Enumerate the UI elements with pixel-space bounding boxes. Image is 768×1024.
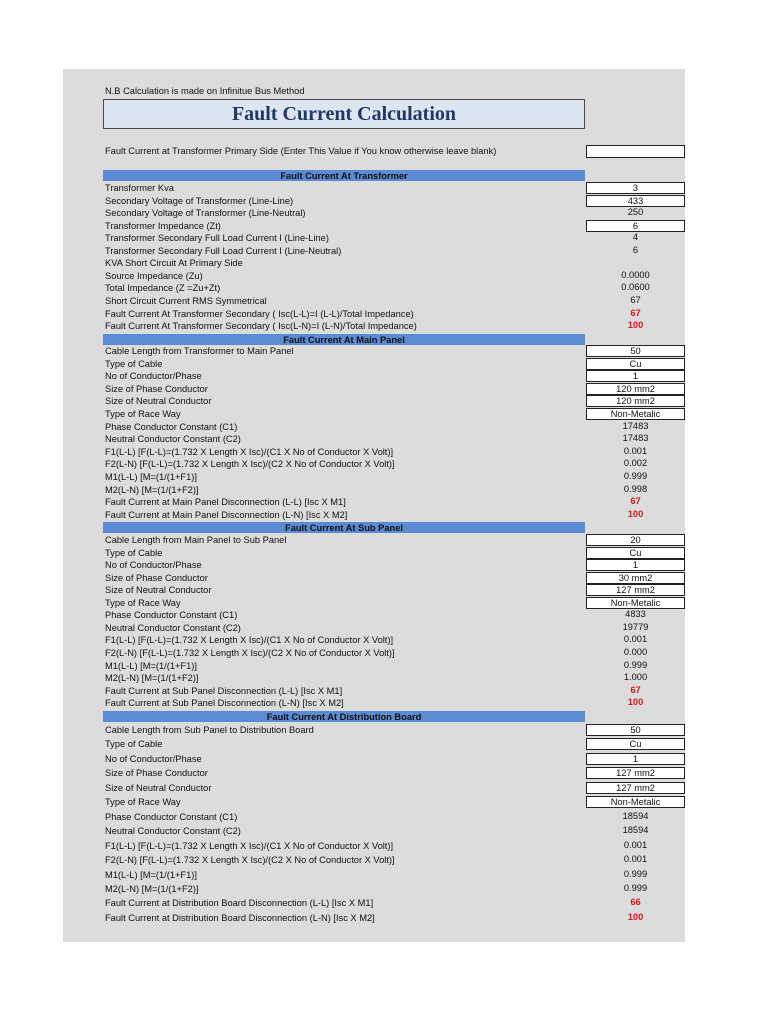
spreadsheet-sheet (63, 69, 685, 942)
value-input-cell[interactable]: Cu (586, 547, 685, 559)
row-label: Cable Length from Main Panel to Sub Panel (105, 535, 287, 545)
table-row (63, 295, 685, 307)
table-row (63, 854, 685, 866)
table-row (63, 232, 685, 244)
value-input-cell[interactable]: Non-Metalic (586, 796, 685, 808)
table-row (63, 458, 685, 470)
computed-value: 67 (630, 294, 641, 305)
row-label: Total Impedance (Z =Zu+Zt) (105, 283, 221, 294)
row-label: Fault Current at Main Panel Disconnection (L-N) [Isc X M2] (105, 509, 348, 520)
table-row (63, 408, 685, 420)
row-label: F1(L-L) [F(L-L)=(1.732 X Length X Isc)/(C1 X No of Conductor X Volt)] (105, 635, 394, 646)
table-row (63, 496, 685, 508)
value-input-cell[interactable]: 127 mm2 (586, 767, 685, 779)
table-row (63, 572, 685, 584)
row-label: Secondary Voltage of Transformer (Line-Neutral) (105, 208, 306, 219)
row-label: Source Impedance (Zu) (105, 270, 203, 281)
computed-value (586, 257, 685, 269)
row-label: F1(L-L) [F(L-L)=(1.732 X Length X Isc)/(C1 X No of Conductor X Volt)] (105, 840, 394, 851)
row-label: Secondary Voltage of Transformer (Line-Line) (105, 195, 294, 206)
value-input-cell[interactable]: 1 (586, 753, 685, 765)
table-row (63, 647, 685, 659)
row-label: Fault Current at Distribution Board Disconnection (L-L) [Isc X M1] (105, 898, 374, 909)
row-label: No of Conductor/Phase (105, 560, 202, 571)
table-row (63, 547, 685, 559)
table-row (63, 584, 685, 596)
table-row (63, 672, 685, 684)
computed-value: 100 (627, 320, 644, 331)
row-label: No of Conductor/Phase (105, 371, 202, 382)
table-row (63, 270, 685, 282)
value-input-cell[interactable]: 120 mm2 (586, 383, 685, 395)
computed-value: 0.000 (623, 646, 648, 657)
table-row (63, 370, 685, 382)
value-input-cell[interactable]: 1 (586, 370, 685, 382)
table-row (63, 811, 685, 823)
row-label: Size of Phase Conductor (105, 383, 208, 394)
page-title: Fault Current Calculation (103, 99, 585, 129)
computed-value: 17483 (622, 433, 649, 444)
value-input-cell[interactable]: 50 (586, 345, 685, 357)
row-label: Fault Current At Transformer Secondary ( Isc(L-N)=I (L-N)/Total Impedance) (105, 321, 417, 332)
section-header: Fault Current At Transformer (103, 170, 585, 181)
table-row (63, 660, 685, 672)
value-input-cell[interactable]: 30 mm2 (586, 572, 685, 584)
computed-value: 66 (630, 897, 641, 908)
table-row (63, 509, 685, 521)
method-note: N.B Calculation is made on Infinitue Bus Method (105, 86, 305, 96)
table-row (63, 534, 685, 546)
value-input-cell[interactable]: Non-Metalic (586, 597, 685, 609)
table-row (63, 433, 685, 445)
computed-value: 0.999 (623, 471, 648, 481)
row-label: Type of Race Way (105, 797, 181, 808)
value-input-cell[interactable]: 120 mm2 (586, 395, 685, 407)
computed-value: 0.002 (623, 458, 648, 469)
table-row (63, 767, 685, 779)
value-input-cell[interactable]: Cu (586, 738, 685, 750)
row-label: Size of Phase Conductor (105, 572, 208, 583)
table-row (63, 395, 685, 407)
table-row (63, 182, 685, 194)
computed-value: 0.999 (623, 659, 648, 670)
row-label: No of Conductor/Phase (105, 753, 202, 764)
row-label: Type of Race Way (105, 409, 181, 419)
computed-value: 67 (630, 496, 641, 507)
table-row (63, 738, 685, 750)
row-label: Size of Phase Conductor (105, 768, 208, 779)
computed-value: 19779 (622, 621, 649, 632)
computed-value: 0.001 (623, 445, 648, 456)
row-label: Transformer Secondary Full Load Current I (Line-Neutral) (105, 245, 342, 256)
computed-value: 0.0600 (621, 282, 650, 293)
computed-value: 4 (632, 232, 639, 243)
table-row (63, 308, 685, 320)
row-label: M1(L-L) [M=(1/(1+F1)] (105, 869, 197, 880)
row-label: Type of Race Way (105, 597, 181, 608)
table-row (63, 697, 685, 709)
computed-value: 18594 (622, 810, 649, 821)
row-label: F2(L-N) [F(L-L)=(1.732 X Length X Isc)/(C2 X No of Conductor X Volt)] (105, 855, 395, 866)
value-input-cell[interactable]: Cu (586, 358, 685, 370)
row-label: M2(L-N) [M=(1/(1+F2)] (105, 883, 199, 894)
row-label: Transformer Secondary Full Load Current I (Line-Line) (105, 233, 329, 244)
row-label: Short Circuit Current RMS Symmetrical (105, 295, 267, 306)
row-label: Fault Current at Distribution Board Disconnection (L-N) [Isc X M2] (105, 912, 375, 923)
row-label: Neutral Conductor Constant (C2) (105, 826, 241, 837)
table-row (63, 446, 685, 458)
primary-fault-current-input[interactable] (586, 145, 685, 158)
table-row (63, 685, 685, 697)
table-row (63, 753, 685, 765)
computed-value: 250 (627, 207, 644, 218)
section-header: Fault Current At Sub Panel (103, 522, 585, 533)
value-input-cell[interactable]: 50 (586, 724, 685, 736)
row-label: Phase Conductor Constant (C1) (105, 610, 238, 621)
computed-value: 18594 (622, 825, 649, 836)
row-label: Transformer Kva (105, 183, 174, 193)
computed-value: 100 (627, 697, 644, 708)
table-row (63, 471, 685, 483)
computed-value: 4833 (625, 609, 646, 620)
row-label: Neutral Conductor Constant (C2) (105, 622, 241, 633)
table-row (63, 724, 685, 736)
row-label: Size of Neutral Conductor (105, 396, 212, 407)
row-label: M2(L-N) [M=(1/(1+F2)] (105, 484, 199, 495)
value-input-cell[interactable]: 127 mm2 (586, 584, 685, 596)
computed-value: 100 (627, 911, 644, 922)
table-row (63, 220, 685, 232)
row-label: F2(L-N) [F(L-L)=(1.732 X Length X Isc)/(C2 X No of Conductor X Volt)] (105, 647, 395, 658)
primary-fault-current-label: Fault Current at Transformer Primary Side (Enter This Value if You know otherwise leave blank) (105, 146, 497, 156)
row-label: Size of Neutral Conductor (105, 782, 212, 793)
row-label: Phase Conductor Constant (C1) (105, 421, 238, 432)
computed-value: 0.001 (623, 854, 648, 865)
value-input-cell[interactable]: 127 mm2 (586, 782, 685, 794)
row-label: Type of Cable (105, 739, 163, 750)
table-row (63, 912, 685, 924)
table-row (63, 622, 685, 634)
table-row (63, 840, 685, 852)
row-label: Phase Conductor Constant (C1) (105, 811, 238, 822)
table-row (63, 825, 685, 837)
computed-value: 0.999 (623, 868, 648, 879)
row-label: Type of Cable (105, 547, 163, 558)
table-row (63, 207, 685, 219)
row-label: Fault Current At Transformer Secondary ( Isc(L-L)=I (L-L)/Total Impedance) (105, 308, 414, 319)
table-row (63, 883, 685, 895)
table-row (63, 897, 685, 909)
value-input-cell[interactable]: 1 (586, 559, 685, 571)
row-label: M1(L-L) [M=(1/(1+F1)] (105, 660, 197, 671)
computed-value: 0.999 (623, 882, 648, 893)
row-label: M1(L-L) [M=(1/(1+F1)] (105, 472, 197, 482)
computed-value: 17483 (622, 420, 649, 431)
row-label: Size of Neutral Conductor (105, 585, 212, 596)
row-label: Fault Current at Sub Panel Disconnection (L-L) [Isc X M1] (105, 685, 343, 696)
row-label: KVA Short Circuit At Primary Side (105, 258, 243, 269)
table-row (63, 484, 685, 496)
table-row (63, 257, 685, 269)
row-label: Fault Current at Sub Panel Disconnection (L-N) [Isc X M2] (105, 698, 344, 709)
table-row (63, 345, 685, 357)
computed-value: 67 (630, 684, 641, 695)
table-row (63, 383, 685, 395)
table-row (63, 869, 685, 881)
value-input-cell[interactable]: Non-Metalic (586, 408, 685, 420)
value-input-cell[interactable]: 6 (586, 220, 685, 232)
table-row (63, 609, 685, 621)
table-row (63, 597, 685, 609)
computed-value: 1.000 (623, 672, 648, 683)
row-label: Type of Cable (105, 358, 163, 369)
row-label: Cable Length from Transformer to Main Panel (105, 346, 294, 356)
table-row (63, 320, 685, 332)
row-label: F2(L-N) [F(L-L)=(1.732 X Length X Isc)/(C2 X No of Conductor X Volt)] (105, 459, 395, 470)
computed-value: 67 (630, 307, 641, 318)
table-row (63, 634, 685, 646)
table-row (63, 796, 685, 808)
computed-value: 0.0000 (621, 269, 650, 280)
value-input-cell[interactable]: 433 (586, 195, 685, 207)
table-row (63, 245, 685, 257)
row-label: F1(L-L) [F(L-L)=(1.732 X Length X Isc)/(C1 X No of Conductor X Volt)] (105, 446, 394, 457)
computed-value: 0.001 (623, 634, 648, 645)
table-row (63, 195, 685, 207)
row-label: Transformer Impedance (Zt) (105, 220, 221, 231)
table-row (63, 421, 685, 433)
table-row (63, 358, 685, 370)
row-label: Neutral Conductor Constant (C2) (105, 434, 241, 445)
row-label: Fault Current at Main Panel Disconnection (L-L) [Isc X M1] (105, 497, 346, 508)
computed-value: 6 (632, 244, 639, 255)
section-header: Fault Current At Distribution Board (103, 711, 585, 722)
computed-value: 0.001 (623, 839, 648, 850)
table-row (63, 282, 685, 294)
value-input-cell[interactable]: 20 (586, 534, 685, 546)
computed-value: 0.998 (623, 483, 648, 494)
value-input-cell[interactable]: 3 (586, 182, 685, 194)
section-header: Fault Current At Main Panel (103, 334, 585, 345)
row-label: M2(L-N) [M=(1/(1+F2)] (105, 673, 199, 684)
computed-value: 100 (627, 508, 644, 519)
table-row (63, 559, 685, 571)
table-row (63, 782, 685, 794)
row-label: Cable Length from Sub Panel to Distribution Board (105, 725, 314, 735)
